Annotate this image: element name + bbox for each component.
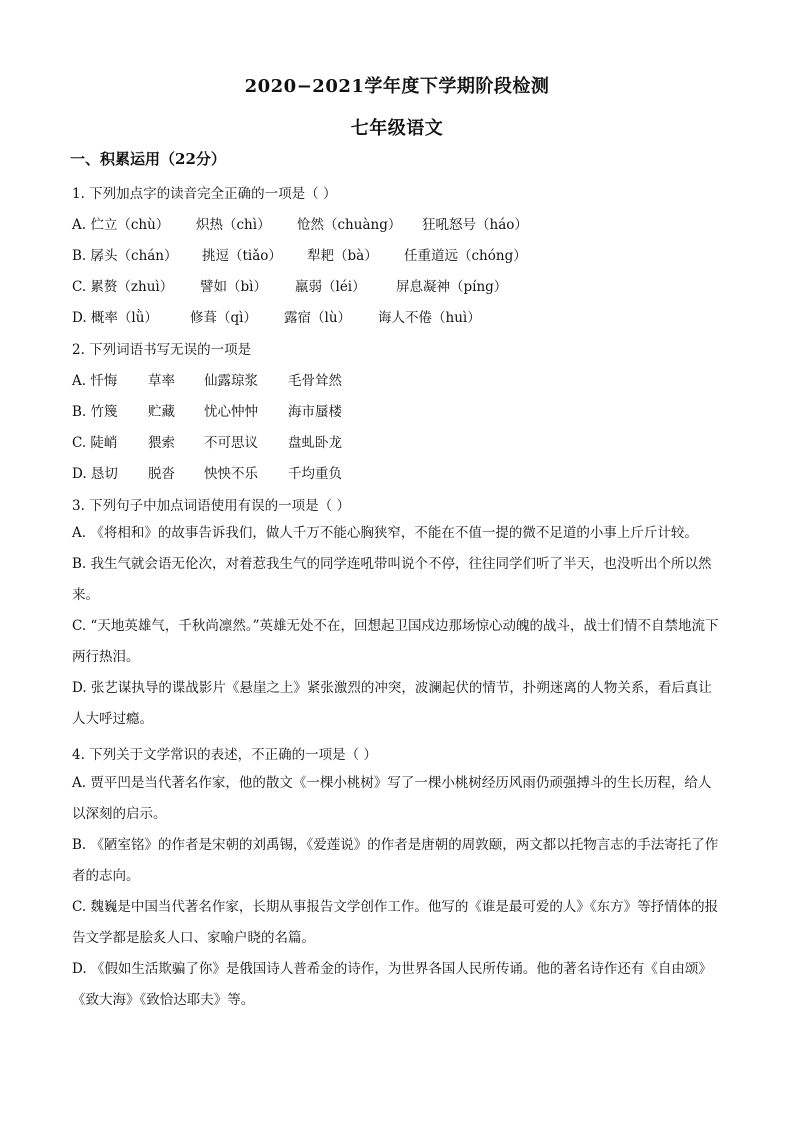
option-item: 挑逗（tiǎo） <box>202 248 282 264</box>
question-3-option-d: D. 张艺谋执导的谍战影片《悬崖之上》紧张激烈的冲突，波澜起伏的情节，扑朔迷离的人物关系，看后真让人大呼过瘾。 <box>72 680 712 727</box>
option-item: C. 累赘（zhuì） <box>72 279 174 295</box>
option-item: 譬如（bì） <box>200 279 267 295</box>
question-3-option-b: B. 我生气就会语无伦次，对着惹我生气的同学连吼带叫说个不停，往往同学们听了半天，也没听出个所以然来。 <box>72 556 712 603</box>
question-3-option-c: C. “天地英雄气，千秋尚凛然。”英雄无处不在，回想起卫国戍边那场惊心动魄的战斗，战士们情不自禁地流下两行热泪。 <box>72 618 719 665</box>
option-item: 忧心忡忡 <box>204 404 258 420</box>
option-item: A. 忏悔 <box>72 373 118 389</box>
option-item: 修葺（qì） <box>190 310 257 326</box>
option-item: 狂吼怒号（háo） <box>422 217 528 233</box>
option-item: D. 概率（lǜ） <box>72 310 158 326</box>
option-item: 任重道远（chóng） <box>404 248 527 264</box>
option-item: 仙露琼浆 <box>204 373 258 389</box>
option-item: 不可思议 <box>204 435 258 451</box>
question-4-option-c: C. 魏巍是中国当代著名作家，长期从事报告文学创作工作。他写的《谁是最可爱的人》《东方》等抒情体的报告文学都是脍炙人口、家喻户晓的名篇。 <box>72 899 719 946</box>
page-title: 2020−2021学年度下学期阶段检测 <box>244 76 550 97</box>
question-4-stem: 4. 下列关于文学常识的表述，不正确的一项是（ ） <box>72 747 377 763</box>
question-3-stem: 3. 下列句子中加点词语使用有误的一项是（ ） <box>72 498 350 514</box>
page-subtitle: 七年级语文 <box>350 118 444 139</box>
section-heading: 一、积累运用（22分） <box>70 150 226 168</box>
question-2-stem: 2. 下列词语书写无误的一项是 <box>72 342 252 358</box>
question-4-option-d: D. 《假如生活欺骗了你》是俄国诗人普希金的诗作，为世界各国人民所传诵。他的著名诗作还有《自由颂》《致大海》《致恰达耶夫》等。 <box>72 961 712 1008</box>
option-item: 脱沓 <box>148 466 175 482</box>
option-item: 怏怏不乐 <box>204 466 258 482</box>
option-item: 屏息凝神（píng） <box>396 279 508 295</box>
option-item: 贮藏 <box>148 404 175 420</box>
option-item: 草率 <box>148 373 175 389</box>
option-item: 海市蜃楼 <box>288 404 342 420</box>
option-item: 羸弱（léi） <box>295 279 366 295</box>
question-1-stem: 1. 下列加点字的读音完全正确的一项是（ ） <box>72 186 337 202</box>
option-item: 毛骨耸然 <box>288 373 342 389</box>
option-item: 诲人不倦（huì） <box>378 310 481 326</box>
option-item: 千均重负 <box>288 466 342 482</box>
option-item: A. 伫立（chù） <box>72 217 170 233</box>
option-item: D. 恳切 <box>72 466 118 482</box>
question-4-option-a: A. 贾平凹是当代著名作家，他的散文《一棵小桃树》写了一棵小桃树经历风雨仍顽强搏斗的生长历程，给人以深刻的启示。 <box>72 775 712 822</box>
option-item: 猥索 <box>148 435 175 451</box>
option-item: 炽热（chì） <box>196 217 271 233</box>
option-item: C. 陡峭 <box>72 435 118 451</box>
option-item: B. 孱头（chán） <box>72 248 178 264</box>
option-item: B. 竹篾 <box>72 404 118 420</box>
option-item: 怆然（chuàng） <box>297 217 402 233</box>
option-item: 犁耙（bà） <box>307 248 378 264</box>
option-item: 露宿（lù） <box>284 310 352 326</box>
option-item: 盘虬卧龙 <box>288 435 342 451</box>
question-3-option-a: A. 《将相和》的故事告诉我们，做人千万不能心胸狭窄，不能在不值一提的微不足道的小事上斤斤计较。 <box>72 525 698 541</box>
question-4-option-b: B. 《陋室铭》的作者是宋朝的刘禹锡，《爱莲说》的作者是唐朝的周敦颐，两文都以托物言志的手法寄托了作者的志向。 <box>72 837 719 884</box>
